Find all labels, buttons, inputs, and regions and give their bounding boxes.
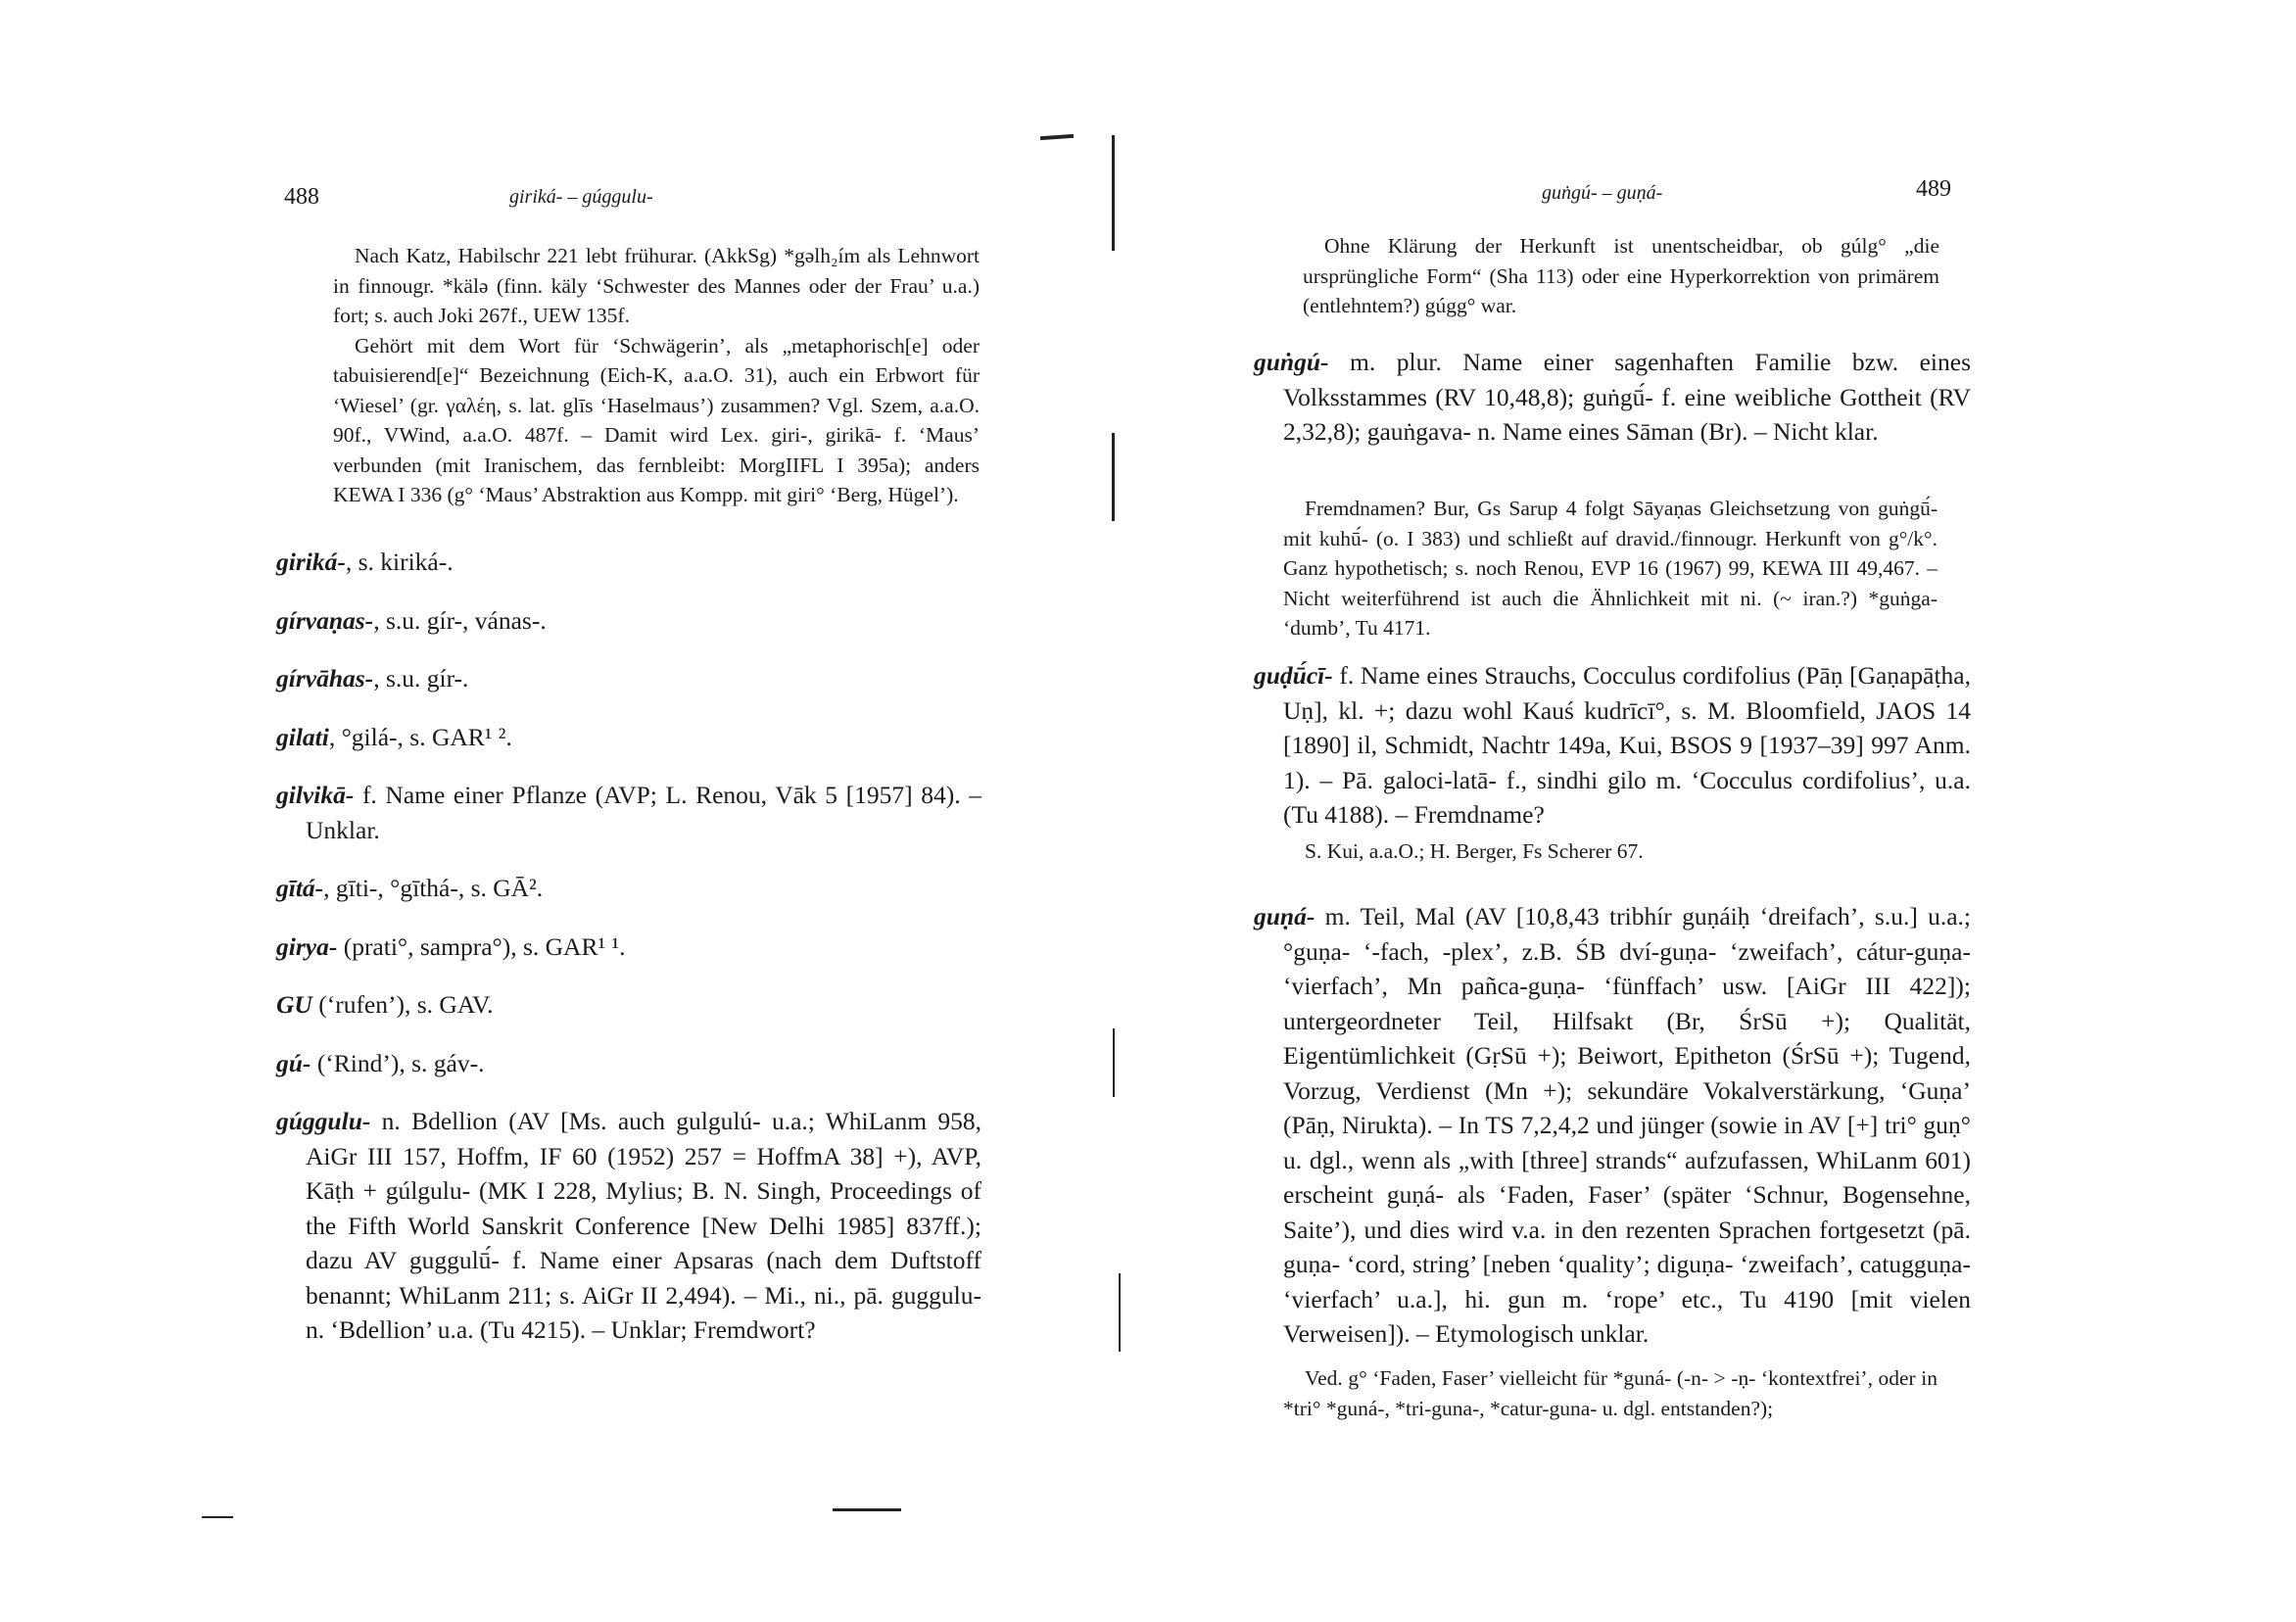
entry-text: , s.u. gír-. (373, 664, 469, 692)
entry-guna (1254, 899, 1971, 1352)
note-guduci: S. Kui, a.a.O.; H. Berger, Fs Scherer 67. (1305, 839, 1644, 863)
entry-text: m. plur. Name einer sagenhaften Familie bzw. eines Volksstammes (RV 10,48,8); guṅgū́- f. eine weibliche Gottheit (RV 2,32,8); gauṅgava- n. Name eines Sāman (Br). – Nicht klar. (1283, 348, 1971, 446)
note-paragraph: Gehört mit dem Wort für ‘Schwägerin’, als „metaphorisch[e] oder tabuisierend[e]“ Bezeichnung (Eich-K, a.a.O. 31), auch ein Erbwort für ‘Wiesel’ (gr. γαλέη, s. lat. glīs ‘Haselmaus’) zusammen? Vgl. Szem, a.a.O. 90f., VWind, a.a.O. 487f. – Damit wird Lex. giri-, girikā- f. ‘Maus’ verbunden (mit Iranischem, das fernbleibt: MorgIIFL I 395a); anders KEWA I 336 (g° ‘Maus’ Abstraktion aus Kompp. mit giri° ‘Berg, Hügel’). (333, 333, 980, 506)
dictionary-entry (276, 987, 981, 1023)
headword: gilati (276, 722, 329, 751)
headword: gúggulu- (276, 1107, 371, 1135)
dictionary-entry (276, 1046, 981, 1081)
dictionary-entry (276, 720, 981, 755)
headword: guṇá- (1254, 902, 1315, 930)
headword: guḍū́cī- (1254, 661, 1333, 690)
dictionary-entry (276, 1104, 981, 1348)
headword: gilvikā- (276, 781, 355, 809)
running-head-right: guṅgú- – guṇá- (1542, 182, 1663, 204)
headword: GU (276, 990, 312, 1019)
headword: gírvāhas- (276, 664, 374, 692)
entry-text: (‘Rind’), s. gáv-. (311, 1048, 485, 1077)
entry-text: (‘rufen’), s. GAV. (311, 990, 494, 1019)
dictionary-entry (276, 661, 981, 696)
headword: gú- (276, 1048, 311, 1077)
dictionary-entry (276, 871, 981, 906)
note-block-1 (333, 241, 980, 510)
entry-text: , s.u. gír-, vánas-. (373, 605, 547, 635)
entry-text: (prati°, sampra°), s. GAR¹ ¹. (337, 931, 626, 961)
dictionary-entry (276, 930, 981, 965)
page-number-left: 488 (284, 184, 319, 210)
scan-mark (202, 1516, 233, 1518)
headword: gītá- (276, 874, 324, 902)
gutter-line (1113, 1028, 1115, 1097)
scan-mark (833, 1508, 901, 1511)
entries-list-left (276, 545, 981, 1348)
dictionary-entry (276, 545, 981, 580)
entry-text: m. Teil, Mal (AV [10,8,43 tribhír guṇáiḥ ‘dreifach’, s.u.] u.a.; °guṇa- ‘-fach, -plex’, z.B. ŚB dví-guṇa- ‘zweifach’, cátur-guṇa- ‘vierfach’, Mn pañca-guṇa- ‘fünffach’ usw. [AiGr III 422]); untergeordneter Teil, Hilfsakt (Br, ŚrSū +); Qualität, Eigentümlichkeit (GṛSū +); Beiwort, Epitheton (ŚrSū +); Tugend, Vorzug, Verdienst (Mn +); sekundäre Vokalverstärkung, ‘Guṇa’ (Pāṇ, Nirukta). – In TS 7,2,4,2 und jünger (sowie in AV [+] tri° guṇ° u. dgl., wenn als „with [three] strands“ aufzufassen, WhiLanm 601) erscheint guṇá- als ‘Faden, Faser’ (später ‘Schnur, Bogensehne, Saite’), und dies wird v.a. in den rezenten Sprachen fortgesetzt (pā. guṇa- ‘cord, string’ [neben ‘quality’; diguṇa- ‘zweifach’, catugguṇa- ‘vierfach’ u.a.], hi. gun m. ‘rope’ etc., Tu 4190 [mit vielen Verweisen]). – Etymologisch unklar. (1283, 902, 1971, 1348)
gutter-line (1112, 135, 1115, 251)
headword: guṅgú- (1254, 348, 1329, 376)
note-gungu: Fremdnamen? Bur, Gs Sarup 4 folgt Sāyaṇas Gleichsetzung von guṅgū́- mit kuhū́- (o. I 383) und schließt auf dravid./finnougr. Herkunft von g°/k°. Ganz hypothetisch; s. noch Renou, EVP 16 (1967) 99, KEWA III 49,467. – Nicht weiterführend ist auch die Ähnlichkeit mit ni. (~ iran.?) *guṅga- ‘dumb’, Tu 4171. (1283, 497, 1937, 640)
gutter-line (1112, 433, 1115, 521)
note-top: Ohne Klärung der Herkunft ist unentscheidbar, ob gúlg° „die ursprüngliche Form“ (Sha 113) oder eine Hyperkorrektion von primärem (entlehntem?) gúgg° war. (1303, 234, 1939, 317)
headword: giriká- (276, 548, 346, 576)
running-head-left: giriká- – gúggulu- (509, 186, 653, 208)
gutter-line (1119, 1273, 1121, 1352)
left-page (0, 0, 1136, 1622)
headword: gírvaṇas- (276, 605, 374, 635)
entry-text: f. Name einer Pflanze (AVP; L. Renou, Vāk 5 [1957] 84). – Unklar. (306, 781, 981, 844)
note-paragraph: Nach Katz, Habilschr 221 lebt frühurar. (AkkSg) *gəlh₂ím als Lehnwort in finnougr. *kälə (finn. käly ‘Schwester des Mannes oder der Frau’ u.a.) fort; s. auch Joki 267f., UEW 135f. (333, 244, 980, 327)
entry-gungu (1254, 345, 1971, 450)
page-number-right: 489 (1916, 176, 1951, 202)
entry-text: , °gilá-, s. GAR¹ ². (328, 722, 512, 751)
dictionary-entry (276, 778, 981, 847)
entry-guduci (1254, 658, 1971, 833)
dictionary-entry (276, 603, 981, 639)
entry-text: n. Bdellion (AV [Ms. auch gulgulú- u.a.; WhiLanm 958, AiGr III 157, Hoffm, IF 60 (1952) 257 = HoffmA 38] +), AVP, Kāṭh + gúlgulu- (MK I 228, Mylius; B. N. Singh, Proceedings of the Fifth World Sanskrit Conference [New Delhi 1985] 837ff.); dazu AV guggulū́- f. Name einer Apsaras (nach dem Duftstoff benannt; WhiLanm 211; s. AiGr II 2,494). – Mi., ni., pā. guggulu- n. ‘Bdellion’ u.a. (Tu 4215). – Unklar; Fremdwort? (306, 1107, 981, 1344)
note-guna: Ved. g° ‘Faden, Faser’ vielleicht für *guná- (-n- > -ṇ- ‘kontextfrei’, oder in *tri° *guná-, *tri-guna-, *catur-guna- u. dgl. entstanden?); (1283, 1366, 1937, 1420)
right-page (1136, 0, 2296, 1622)
entry-text: , gīti-, °gīthá-, s. GĀ². (323, 874, 544, 902)
entry-text: , s. kiriká-. (345, 548, 454, 576)
headword: girya- (276, 931, 338, 961)
entry-text: f. Name eines Strauchs, Cocculus cordifolius (Pāṇ [Gaṇapāṭha, Uṇ], kl. +; dazu wohl Kauś kudrīcī°, s. M. Bloomfield, JAOS 14 [1890] il, Schmidt, Nachtr 149a, Kui, BSOS 9 [1937–39] 997 Anm. 1). – Pā. galoci-latā- f., sindhi gilo m. ‘Cocculus cordifolius’, u.a. (Tu 4188). – Fremdname? (1283, 661, 1971, 829)
